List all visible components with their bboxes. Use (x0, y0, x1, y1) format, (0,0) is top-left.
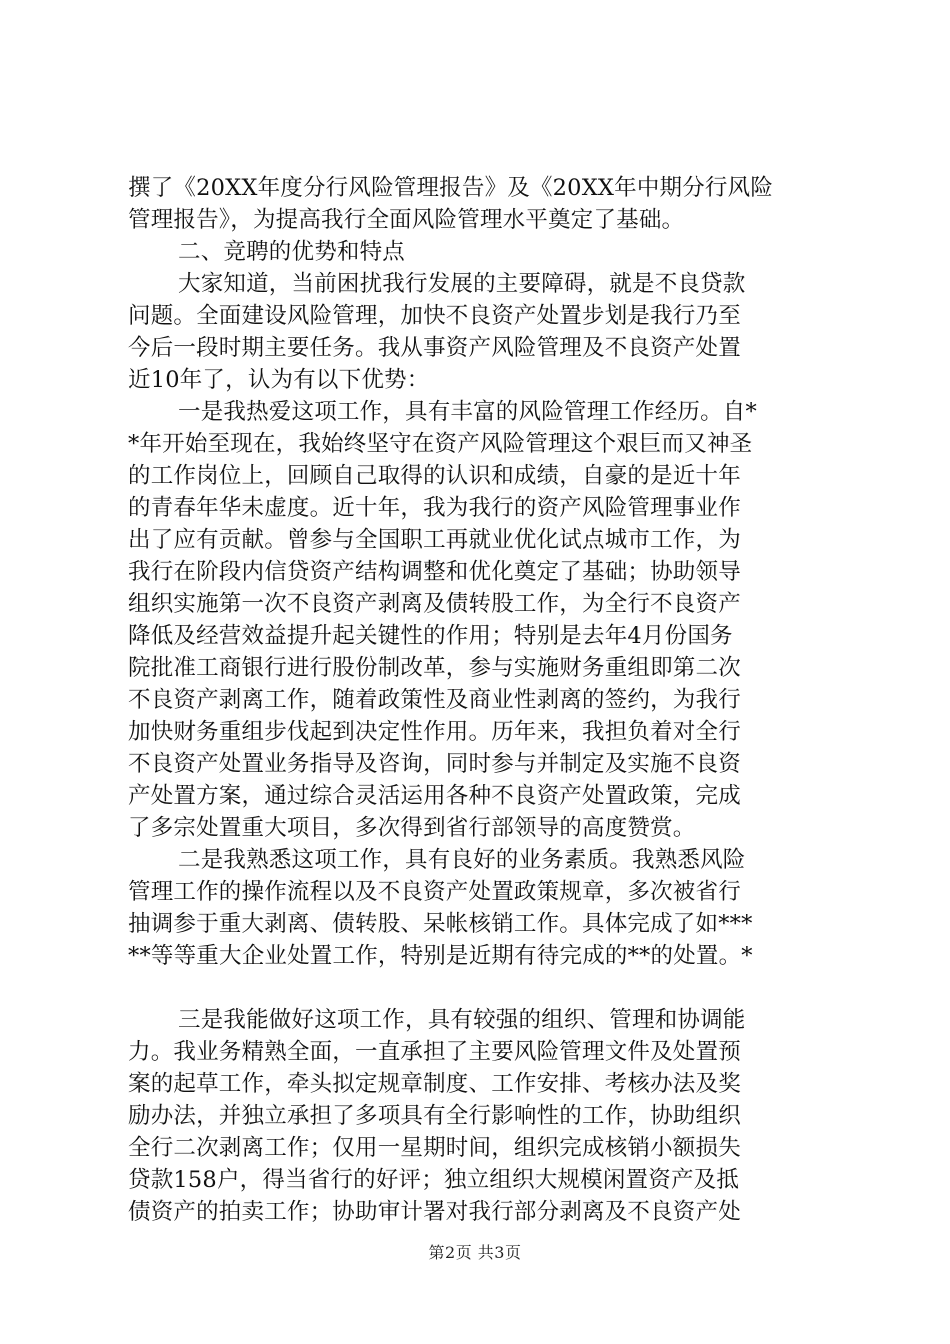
text-line: 产处置方案，通过综合灵活运用各种不良资产处置政策，完成 (128, 783, 741, 809)
text-line: 不良资产剥离工作，随着政策性及商业性剥离的签约，为我行 (128, 687, 741, 713)
text-line: 大家知道，当前困扰我行发展的主要障碍，就是不良贷款 (178, 271, 746, 297)
text-line: 出了应有贡献。曾参与全国职工再就业优化试点城市工作，为 (128, 527, 741, 553)
text-line: 管理工作的操作流程以及不良资产处置政策规章，多次被省行 (128, 879, 741, 905)
text-line: 近10年了，认为有以下优势： (128, 367, 430, 393)
text-line: 院批准工商银行进行股份制改革，参与实施财务重组即第二次 (128, 655, 741, 681)
text-line: 今后一段时期主要任务。我从事资产风险管理及不良资产处置 (128, 335, 741, 361)
text-line: 不良资产处置业务指导及咨询，同时参与并制定及实施不良资 (128, 751, 741, 777)
text-line: **等等重大企业处置工作，特别是近期有待完成的**的处置。* (128, 943, 753, 969)
text-line: 了多宗处置重大项目，多次得到省行部领导的高度赞赏。 (128, 815, 696, 841)
text-line: 我行在阶段内信贷资产结构调整和优化奠定了基础；协助领导 (128, 559, 741, 585)
text-line: 抽调参于重大剥离、债转股、呆帐核销工作。具体完成了如*** (128, 911, 753, 937)
text-line: 贷款158户，得当省行的好评；独立组织大规模闲置资产及抵 (128, 1167, 740, 1193)
blank-line (128, 972, 828, 1004)
text-line: 力。我业务精熟全面，一直承担了主要风险管理文件及处置预 (128, 1039, 741, 1065)
text-line: 加快财务重组步伐起到决定性作用。历年来，我担负着对全行 (128, 719, 741, 745)
text-line: 全行二次剥离工作；仅用一星期时间，组织完成核销小额损失 (128, 1135, 741, 1161)
text-line: 降低及经营效益提升起关键性的作用；特别是去年4月份国务 (128, 623, 733, 649)
text-line: 三是我能做好这项工作，具有较强的组织、管理和协调能 (178, 1007, 746, 1033)
text-line: 的青春年华未虚度。近十年，我为我行的资产风险管理事业作 (128, 495, 741, 521)
text-line: 的工作岗位上，回顾自己取得的认识和成绩，自豪的是近十年 (128, 463, 741, 489)
section-heading: 二、竞聘的优势和特点 (178, 239, 406, 265)
document-body (128, 172, 828, 1228)
text-line: 债资产的拍卖工作；协助审计署对我行部分剥离及不良资产处 (128, 1199, 741, 1225)
text-line: 组织实施第一次不良资产剥离及债转股工作，为全行不良资产 (128, 591, 741, 617)
text-line: 励办法，并独立承担了多项具有全行影响性的工作，协助组织 (128, 1103, 741, 1129)
text-line: 撰了《20XX年度分行风险管理报告》及《20XX年中期分行风险 (128, 175, 774, 201)
text-line: 管理报告》，为提高我行全面风险管理水平奠定了基础。 (128, 207, 685, 233)
text-line: *年开始至现在，我始终坚守在资产风险管理这个艰巨而又神圣 (128, 431, 753, 457)
page-number-footer: 第2页 共3页 (428, 1243, 522, 1262)
text-line: 案的起草工作，牵头拟定规章制度、工作安排、考核办法及奖 (128, 1071, 741, 1097)
text-line: 二是我熟悉这项工作，具有良好的业务素质。我熟悉风险 (178, 847, 746, 873)
text-line: 问题。全面建设风险管理，加快不良资产处置步划是我行乃至 (128, 303, 741, 329)
text-line: 一是我热爱这项工作，具有丰富的风险管理工作经历。自* (178, 399, 757, 425)
